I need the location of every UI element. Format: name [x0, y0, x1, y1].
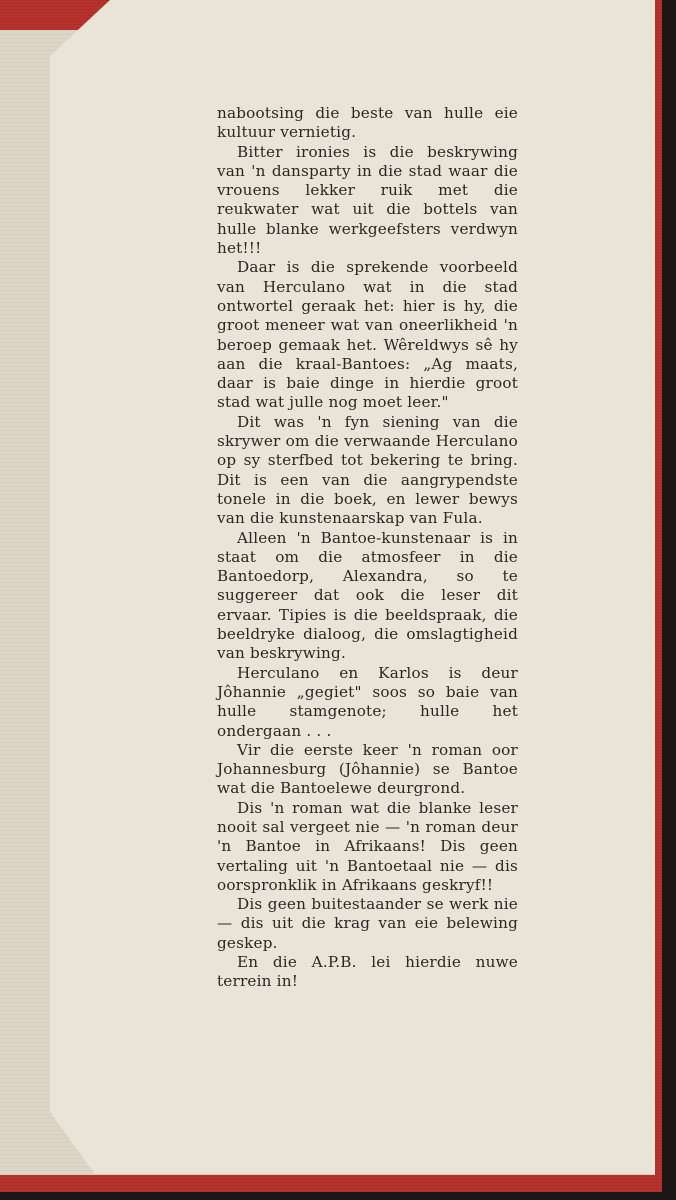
paragraph: En die A.P.B. lei hierdie nuwe terrein in!: [217, 953, 518, 991]
paragraph: Dis 'n roman wat die blanke leser nooit sal vergeet nie — 'n roman deur 'n Bantoe in Afrikaans! Dis geen vertaling uit 'n Bantoetaal nie — dis oorspronklik in Afrikaans geskryf!!: [217, 798, 518, 894]
flap-text: [217, 104, 518, 992]
paragraph: Bitter ironies is die beskrywing van 'n dansparty in die stad waar die vrouens lekker ruik met die reukwater wat uit die bottels van hulle blanke werkgeefsters verdwyn het!!!: [217, 142, 518, 258]
paragraph: Herculano en Karlos is deur Jôhannie „gegiet" soos so baie van hulle stamgenote; hulle het ondergaan . . .: [217, 663, 518, 740]
paragraph: Dis geen buitestaander se werk nie — dis uit die krag van eie belewing geskep.: [217, 895, 518, 952]
paragraph: Daar is die sprekende voorbeeld van Herculano wat in die stad ontwortel geraak het: hier is hy, die groot meneer wat van oneerlikheid 'n beroep gemaak het. Wêreldwys sê hy aan die kraal-Bantoes: „Ag maats, daar is baie dinge in hierdie groot stad wat julle nog moet leer.": [217, 258, 518, 412]
paragraph: Alleen 'n Bantoe-kunstenaar is in staat om die atmosfeer in die Bantoedorp, Alexandra, so te suggereer dat ook die leser dit ervaar. Tipies is die beeldspraak, die beeldryke dialoog, die omslagtigheid van beskrywing.: [217, 528, 518, 663]
paragraph: Dit was 'n fyn siening van die skrywer om die verwaande Herculano op sy sterfbed tot bekering te bring. Dit is een van die aangrypendste tonele in die boek, en lewer bewys van die kunstenaarskap van Fula.: [217, 412, 518, 528]
paragraph: Vir die eerste keer 'n roman oor Johannesburg (Jôhannie) se Bantoe wat die Bantoelewe deurgrond.: [217, 740, 518, 798]
paragraph: nabootsing die beste van hulle eie kultuur vernietig.: [217, 104, 518, 142]
